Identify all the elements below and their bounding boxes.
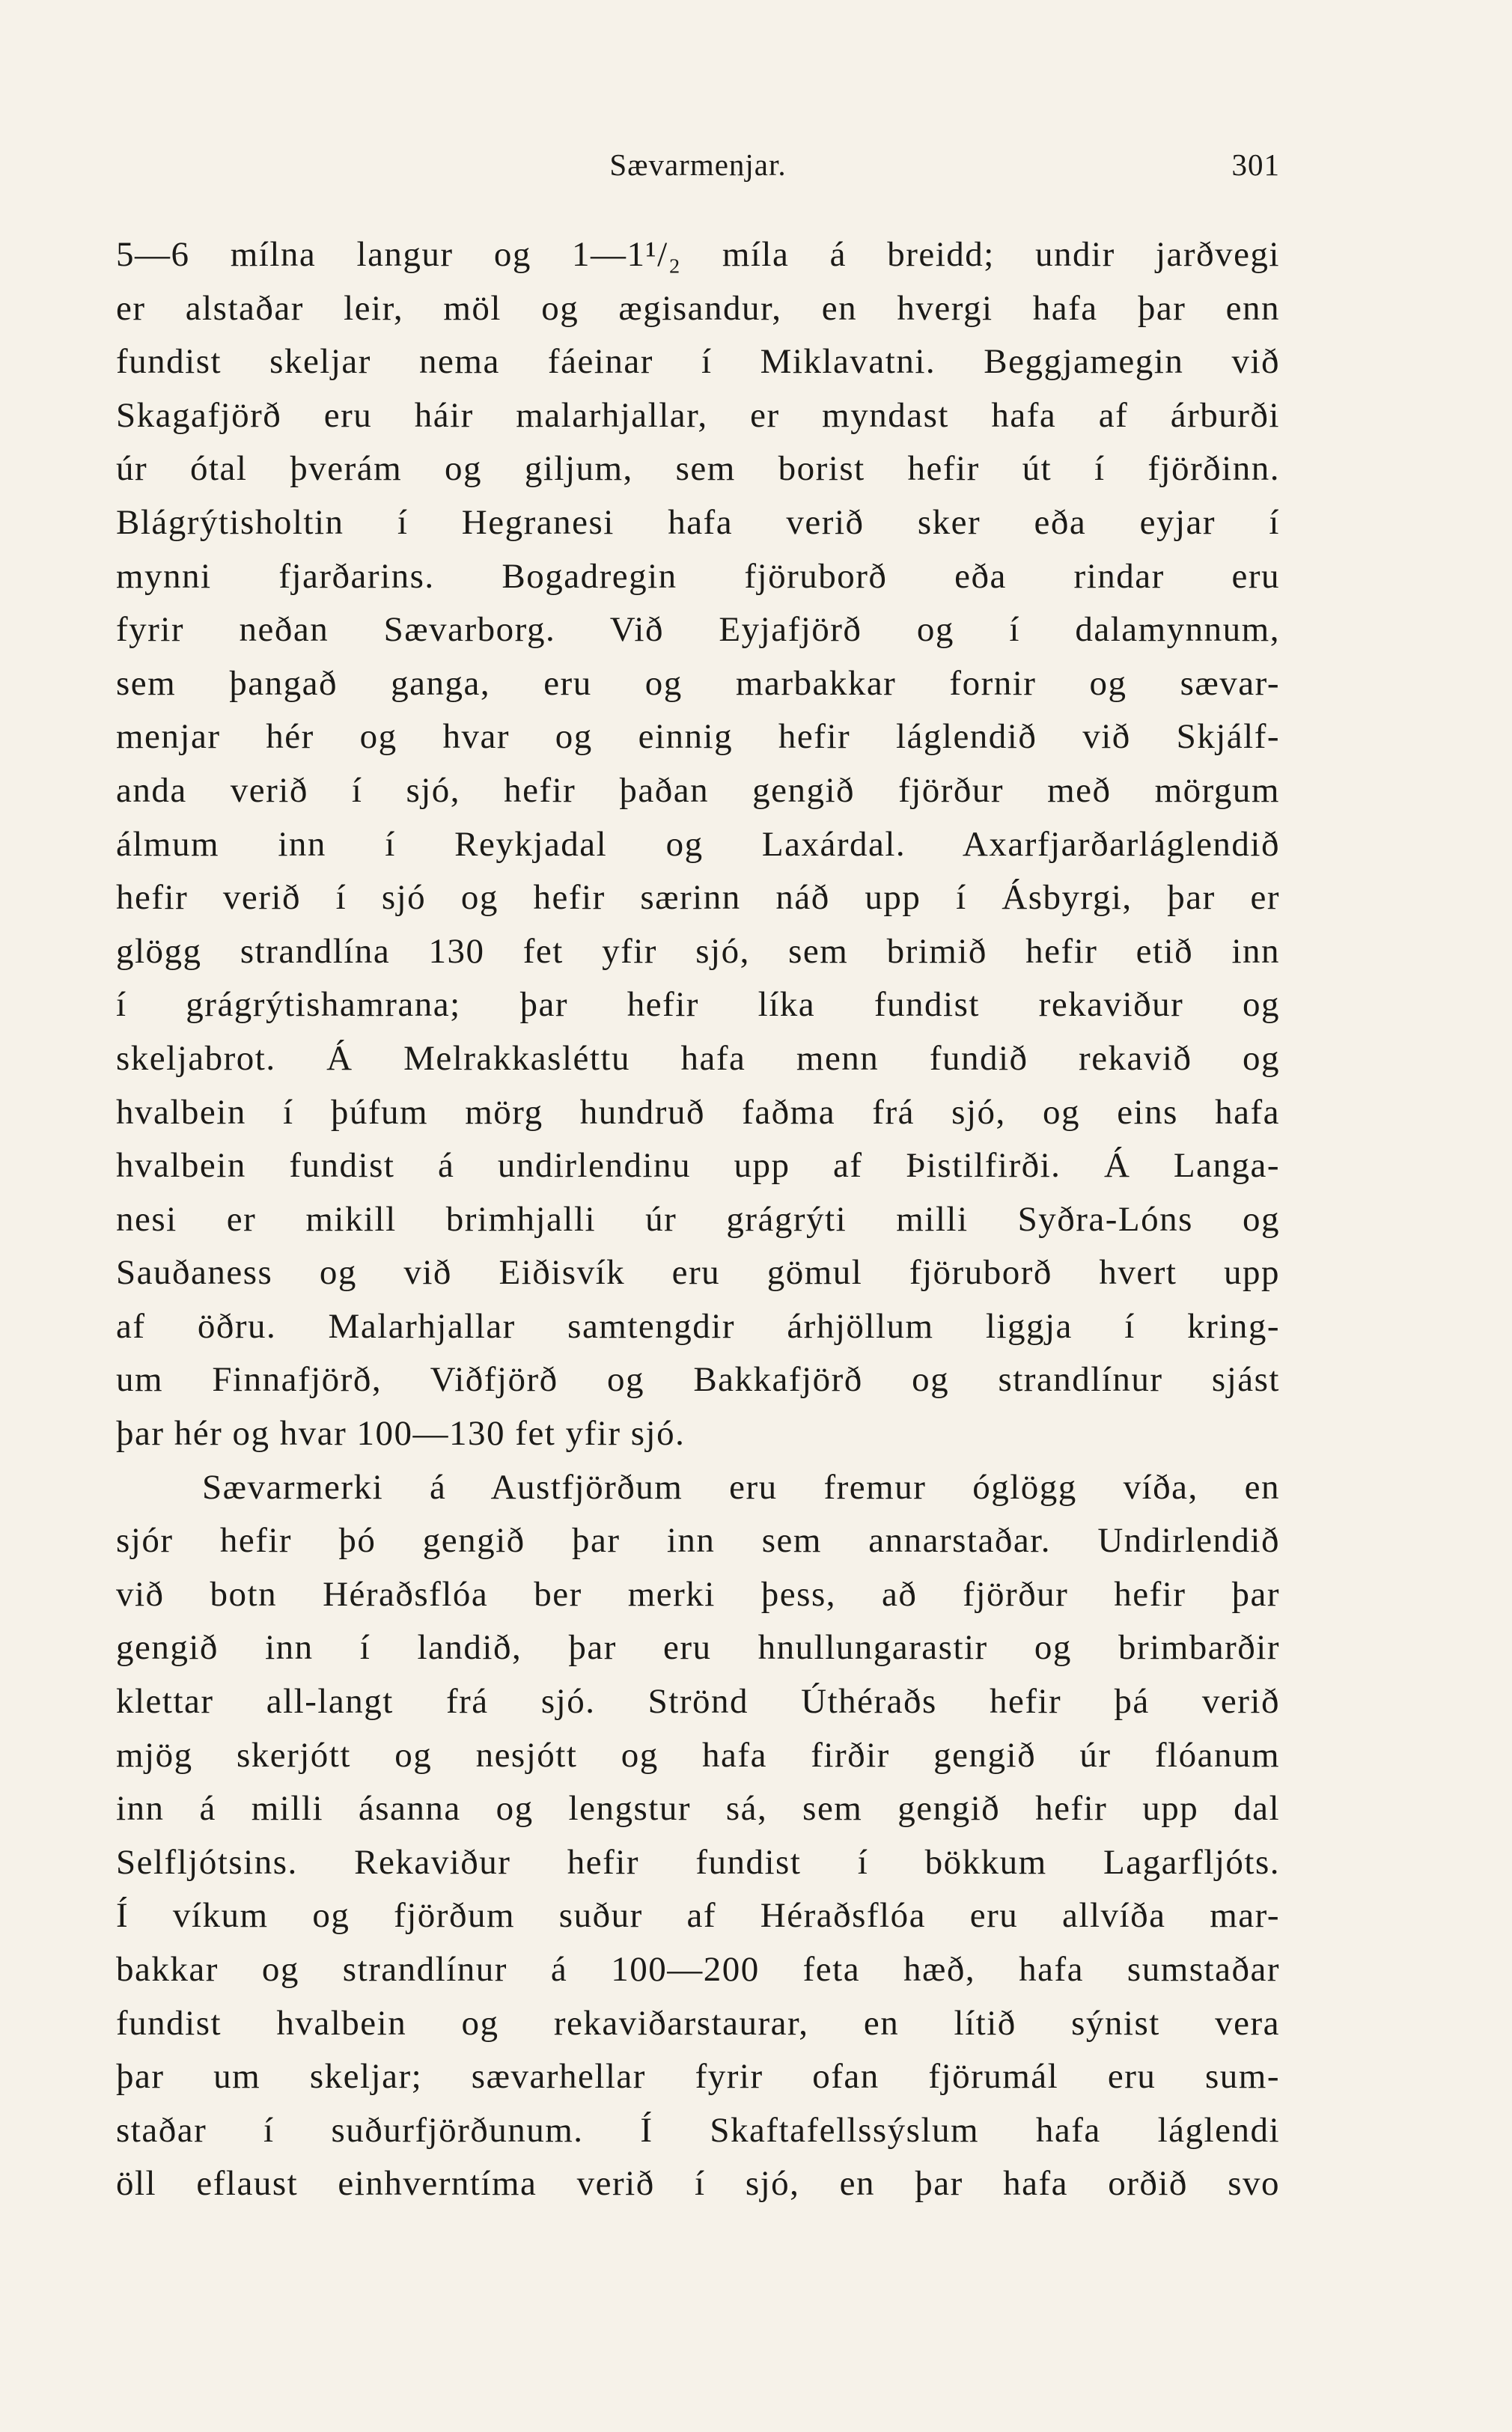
text-line: 5—6 mílna langur og 1—1¹/₂ míla á breidd; undir jarðvegi	[116, 235, 1280, 274]
text-line: glögg strandlína 130 fet yfir sjó, sem brimið hefir etið inn	[116, 931, 1280, 971]
page-number: 301	[1231, 147, 1280, 182]
text-line: í grágrýtishamrana; þar hefir líka fundist rekaviður og	[116, 985, 1280, 1025]
text-line: sjór hefir þó gengið þar inn sem annarstaðar. Undirlendið	[116, 1521, 1280, 1561]
running-title: Sævarmenjar.	[609, 147, 787, 182]
text-line: af öðru. Malarhjallar samtengdir árhjöllum liggja í kring-	[116, 1306, 1280, 1346]
text-line: er alstaðar leir, möl og ægisandur, en hvergi hafa þar enn	[116, 288, 1280, 328]
text-line: menjar hér og hvar og einnig hefir láglendið við Skjálf-	[116, 717, 1280, 757]
text-line: bakkar og strandlínur á 100—200 feta hæð, hafa sumstaðar	[116, 1950, 1280, 1989]
text-line: fundist hvalbein og rekaviðarstaurar, en lítið sýnist vera	[116, 2003, 1280, 2043]
text-line: hvalbein fundist á undirlendinu upp af Þistilfirði. Á Langa-	[116, 1146, 1280, 1186]
text-line: úr ótal þverám og giljum, sem borist hefir út í fjörðinn.	[116, 449, 1280, 489]
running-head	[116, 147, 1280, 192]
text-line: Selfljótsins. Rekaviður hefir fundist í bökkum Lagarfljóts.	[116, 1842, 1280, 1882]
text-line: klettar all-langt frá sjó. Strönd Úthéraðs hefir þá verið	[116, 1682, 1280, 1722]
text-line: Í víkum og fjörðum suður af Héraðsflóa eru allvíða mar-	[116, 1896, 1280, 1936]
text-line: gengið inn í landið, þar eru hnullungarastir og brimbarðir	[116, 1628, 1280, 1668]
text-line: öll eflaust einhverntíma verið í sjó, en þar hafa orðið svo	[116, 2164, 1280, 2204]
text-line: sem þangað ganga, eru og marbakkar fornir og sævar-	[116, 663, 1280, 703]
text-line: anda verið í sjó, hefir þaðan gengið fjörður með mörgum	[116, 770, 1280, 810]
text-line: Blágrýtisholtin í Hegranesi hafa verið sker eða eyjar í	[116, 502, 1280, 542]
text-line: fyrir neðan Sævarborg. Við Eyjafjörð og í dalamynnum,	[116, 610, 1280, 650]
text-line: mynni fjarðarins. Bogadregin fjöruborð eða rindar eru	[116, 556, 1280, 596]
text-line: inn á milli ásanna og lengstur sá, sem gengið hefir upp dal	[116, 1789, 1280, 1829]
body-text	[116, 228, 1280, 2211]
text-line: við botn Héraðsflóa ber merki þess, að fjörður hefir þar	[116, 1574, 1280, 1614]
text-line: álmum inn í Reykjadal og Laxárdal. Axarfjarðarláglendið	[116, 824, 1280, 864]
text-line: staðar í suðurfjörðunum. Í Skaftafellssýslum hafa láglendi	[116, 2110, 1280, 2150]
text-line: Skagafjörð eru háir malarhjallar, er myndast hafa af árburði	[116, 395, 1280, 435]
text-line: skeljabrot. Á Melrakkasléttu hafa menn fundið rekavið og	[116, 1038, 1280, 1078]
text-line: um Finnafjörð, Viðfjörð og Bakkafjörð og strandlínur sjást	[116, 1360, 1280, 1400]
text-line: þar um skeljar; sævarhellar fyrir ofan fjörumál eru sum-	[116, 2057, 1280, 2097]
text-line: nesi er mikill brimhjalli úr grágrýti milli Syðra-Lóns og	[116, 1199, 1280, 1239]
text-line: Sauðaness og við Eiðisvík eru gömul fjöruborð hvert upp	[116, 1253, 1280, 1293]
text-line: mjög skerjótt og nesjótt og hafa firðir gengið úr flóanum	[116, 1735, 1280, 1775]
text-line: fundist skeljar nema fáeinar í Miklavatni. Beggjamegin við	[116, 342, 1280, 382]
text-line: hvalbein í þúfum mörg hundruð faðma frá sjó, og eins hafa	[116, 1092, 1280, 1132]
paragraph-start-line: Sævarmerki á Austfjörðum eru fremur óglögg víða, en	[202, 1467, 1280, 1507]
paragraph-end-line: þar hér og hvar 100—130 fet yfir sjó.	[116, 1414, 686, 1454]
text-line: hefir verið í sjó og hefir særinn náð upp í Ásbyrgi, þar er	[116, 878, 1280, 918]
